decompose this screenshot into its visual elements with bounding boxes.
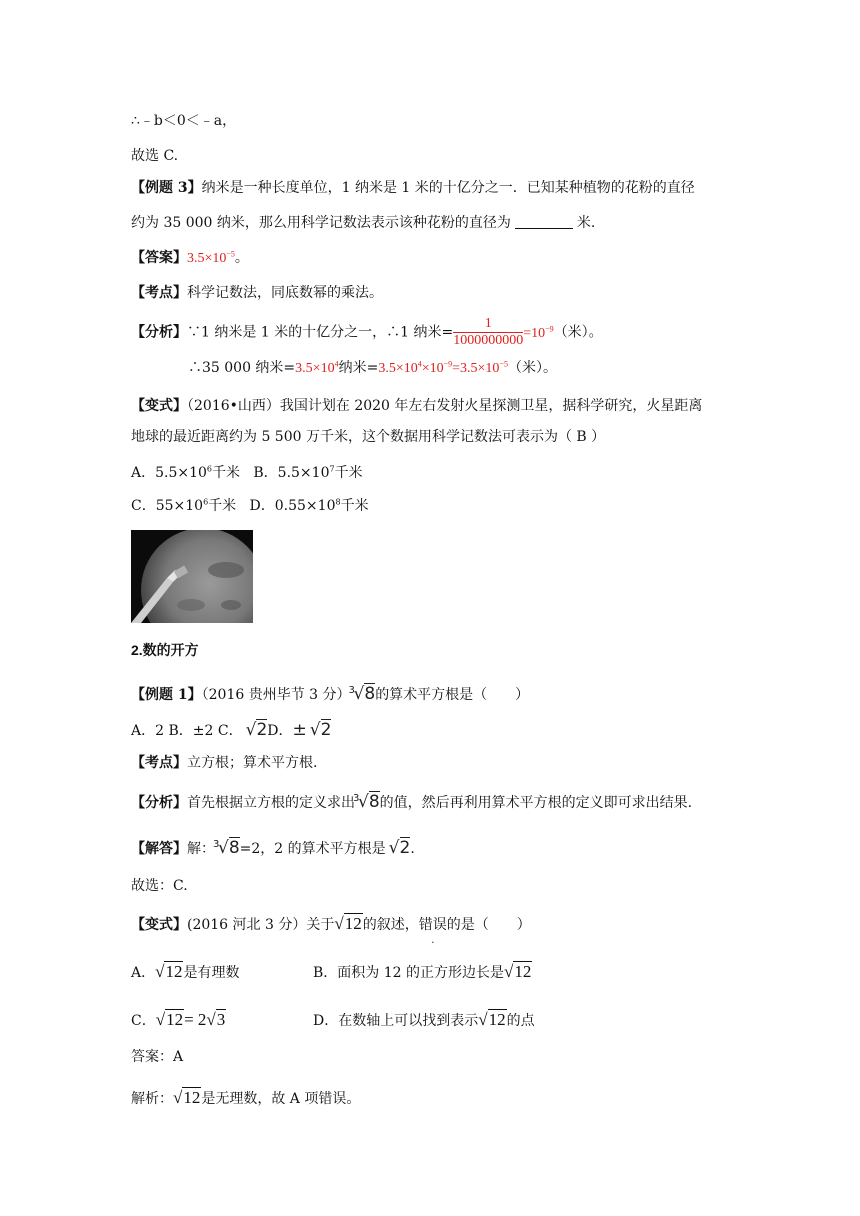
answer-blank — [515, 214, 573, 229]
analysis-text: ∴35 000 纳米= — [188, 360, 296, 376]
solution-tag: 【解答】 — [131, 841, 187, 857]
kaodian1-line — [131, 753, 317, 773]
analysis-text: 纳米= — [338, 360, 379, 376]
options-cd: C．$55\times 10^6$千米 D．$0.55\times 10^8$千米 — [131, 497, 369, 514]
options1-cd: C．√12= 2√3 D．在数轴上可以找到表示√12的点 — [131, 1010, 535, 1029]
option-c: C． — [131, 1013, 156, 1029]
analysis-tag: 【分析】 — [131, 324, 187, 341]
kaodian3-line — [131, 283, 383, 303]
pm-sqrt: ± √2 — [292, 720, 332, 740]
explanation-line: 解析：√12是无理数，故 A 项错误。 — [131, 1088, 361, 1107]
question-text: 的算术平方根是（ ） — [375, 687, 530, 703]
power-value: $3.5\times 10^4$ — [295, 359, 339, 376]
example-tag: 【例题 1】 — [131, 687, 202, 703]
kaodian-tag: 【考点】 — [131, 755, 187, 771]
kaodian-tag: 【考点】 — [131, 285, 187, 301]
sqrt: √2 — [245, 720, 268, 740]
variant-tag: 【变式】 — [131, 398, 187, 414]
sqrt: √12 — [173, 1088, 201, 1107]
source-text: (2016 河北 3 分）关于 — [187, 917, 335, 933]
option-a: A． — [131, 965, 156, 981]
example1-line — [131, 684, 529, 705]
analysis-tag: 【分析】 — [131, 795, 187, 811]
answer-line: 答案：A — [131, 1049, 184, 1065]
analysis3-line1 — [131, 316, 603, 349]
option-a: A．2 — [131, 723, 165, 739]
kaodian-text: 立方根；算术平方根. — [187, 755, 318, 771]
option-b: B．面积为 12 的正方形边长是√12 — [313, 962, 532, 981]
kaodian-text: 科学记数法，同底数幂的乘法。 — [187, 285, 383, 301]
variant3-line2: 地球的最近距离约为 5 500 万千米，这个数据用科学记数法可表示为（ B ） — [131, 429, 606, 445]
sqrt: √12 — [334, 914, 362, 933]
example3-line2 — [131, 213, 595, 233]
cube-root: 3 √8 — [353, 792, 380, 812]
option-b: B．±2 — [168, 723, 214, 739]
option-b: B．5.5×10 — [253, 465, 330, 481]
variant1-line: 【变式】(2016 河北 3 分）关于√12的叙述，错误的是（ ） — [131, 914, 531, 933]
analysis-text: 的值，然后再利用算术平方根的定义即可求出结果. — [379, 795, 693, 811]
answer-end: 。 — [234, 250, 249, 266]
variant3-line1 — [131, 396, 702, 416]
analysis-text: ∵1 纳米是 1 米的十亿分之一，∴1 纳米= — [187, 324, 454, 341]
options1-ab: A．√12是有理数 B．面积为 12 的正方形边长是√12 — [131, 962, 532, 981]
example3-line1 — [131, 178, 695, 198]
variant-tag: 【变式】 — [131, 917, 187, 933]
unit-text: （米）。 — [553, 324, 603, 341]
power-product: $3.5\times 10^4\times 10^{-9}=3.5\times 10^{-5}$ — [378, 359, 508, 376]
cube-root: 3 √8 — [213, 838, 240, 858]
example-tag: 【例题 3】 — [131, 180, 202, 196]
option-c: C． — [217, 723, 243, 739]
unit-text: （米）。 — [507, 360, 557, 376]
example-text: 纳米是一种长度单位，1 纳米是 1 米的十亿分之一．已知某种植物的花粉的直径 — [201, 180, 695, 196]
fraction: $\frac{1}{1000000000}$ — [453, 316, 524, 348]
option-d: D．0.55×10 — [249, 498, 336, 514]
analysis-text: 首先根据立方根的定义求出 — [187, 795, 355, 811]
analysis1-line — [131, 792, 692, 813]
emphasis-text: 错误 — [418, 917, 447, 933]
answer-value: $3.5\times 10^{-5}$ — [187, 249, 235, 266]
example-text: 约为 35 000 纳米，那么用科学记数法表示该种花粉的直径为 — [131, 215, 511, 231]
choice-line: 故选：C. — [131, 878, 188, 894]
answer3-line — [131, 248, 249, 269]
option-c: C．55×10 — [131, 498, 204, 514]
option-d: D． — [267, 723, 293, 739]
conclusion-line: ∴﹣b＜0＜﹣a， — [131, 113, 237, 129]
mars-probe-image — [131, 530, 253, 623]
unit-text: 米. — [576, 215, 596, 231]
solution-text: =2，2 的算术平方根是 — [239, 841, 386, 857]
cube-root: 3 √8 — [348, 684, 376, 704]
sqrt: √2 — [388, 838, 411, 858]
options-line — [131, 720, 331, 741]
option-a: A．5.5×10 — [131, 465, 207, 481]
variant-text: （2016•山西）我国计划在 2020 年左右发射火星探测卫星，据科学研究，火星距离 — [187, 398, 703, 414]
options-ab: A．$5.5\times 10^6$千米 B．$5.5\times 10^7$千米 — [131, 464, 363, 481]
solution1-line: 【解答】解： 3 √8=2，2 的算术平方根是 √2. — [131, 838, 415, 858]
option-d: D．在数轴上可以找到表示√12的点 — [313, 1010, 535, 1029]
section-heading: 2.数的开方 — [131, 642, 199, 658]
choice-line: 故选 C. — [131, 148, 179, 164]
source-text: （2016 贵州毕节 3 分） — [201, 687, 351, 703]
analysis3-line2 — [188, 358, 557, 379]
answer-tag: 【答案】 — [131, 250, 187, 266]
solution-text: 解： — [187, 841, 215, 857]
power-result: $=10^{-9}$ — [523, 323, 554, 341]
